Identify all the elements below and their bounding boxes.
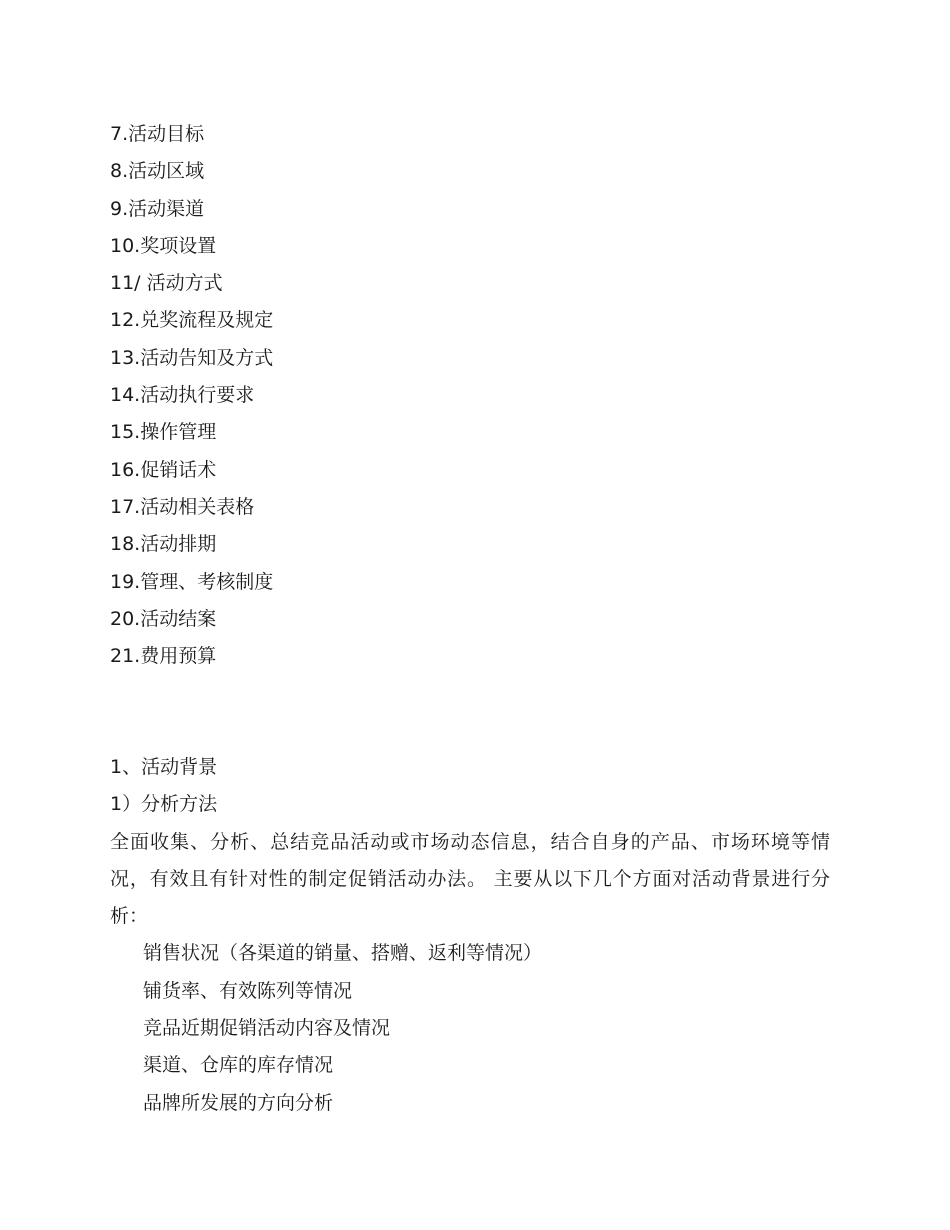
list-item: 渠道、仓库的库存情况 [143,1054,334,1077]
toc-item: 9.活动渠道 [110,197,205,220]
section-heading: 1、活动背景 [110,756,218,778]
toc-item: 15.操作管理 [110,421,217,444]
toc-item: 13.活动告知及方式 [110,346,274,369]
toc-item: 8.活动区域 [110,160,205,183]
toc-item: 7.活动目标 [110,123,205,145]
activity-background-section [110,749,840,1122]
analysis-aspects-list [110,935,840,1121]
toc-item: 16.促销话术 [110,458,217,481]
toc-item: 19.管理、考核制度 [110,570,274,593]
list-item: 竞品近期促销活动内容及情况 [143,1017,391,1040]
list-item: 销售状况（各渠道的销量、搭赠、返利等情况） [143,942,543,965]
toc-item: 11/ 活动方式 [110,272,223,295]
section-subheading: 1）分析方法 [110,793,218,816]
toc-item: 10.奖项设置 [110,234,217,257]
list-item: 品牌所发展的方向分析 [143,1091,334,1114]
toc-item: 18.活动排期 [110,533,217,556]
toc-item: 20.活动结案 [110,607,217,630]
table-of-contents [110,116,273,675]
section-paragraph: 全面收集、分析、总结竞品活动或市场动态信息，结合自身的产品、市场环境等情况，有效且有针对性的制定促销活动办法。 主要从以下几个方面对活动背景进行分析： [110,830,830,928]
toc-item: 21.费用预算 [110,645,217,668]
toc-item: 14.活动执行要求 [110,384,255,407]
toc-item: 12.兑奖流程及规定 [110,309,274,332]
toc-item: 17.活动相关表格 [110,495,255,518]
list-item: 铺货率、有效陈列等情况 [143,979,353,1002]
